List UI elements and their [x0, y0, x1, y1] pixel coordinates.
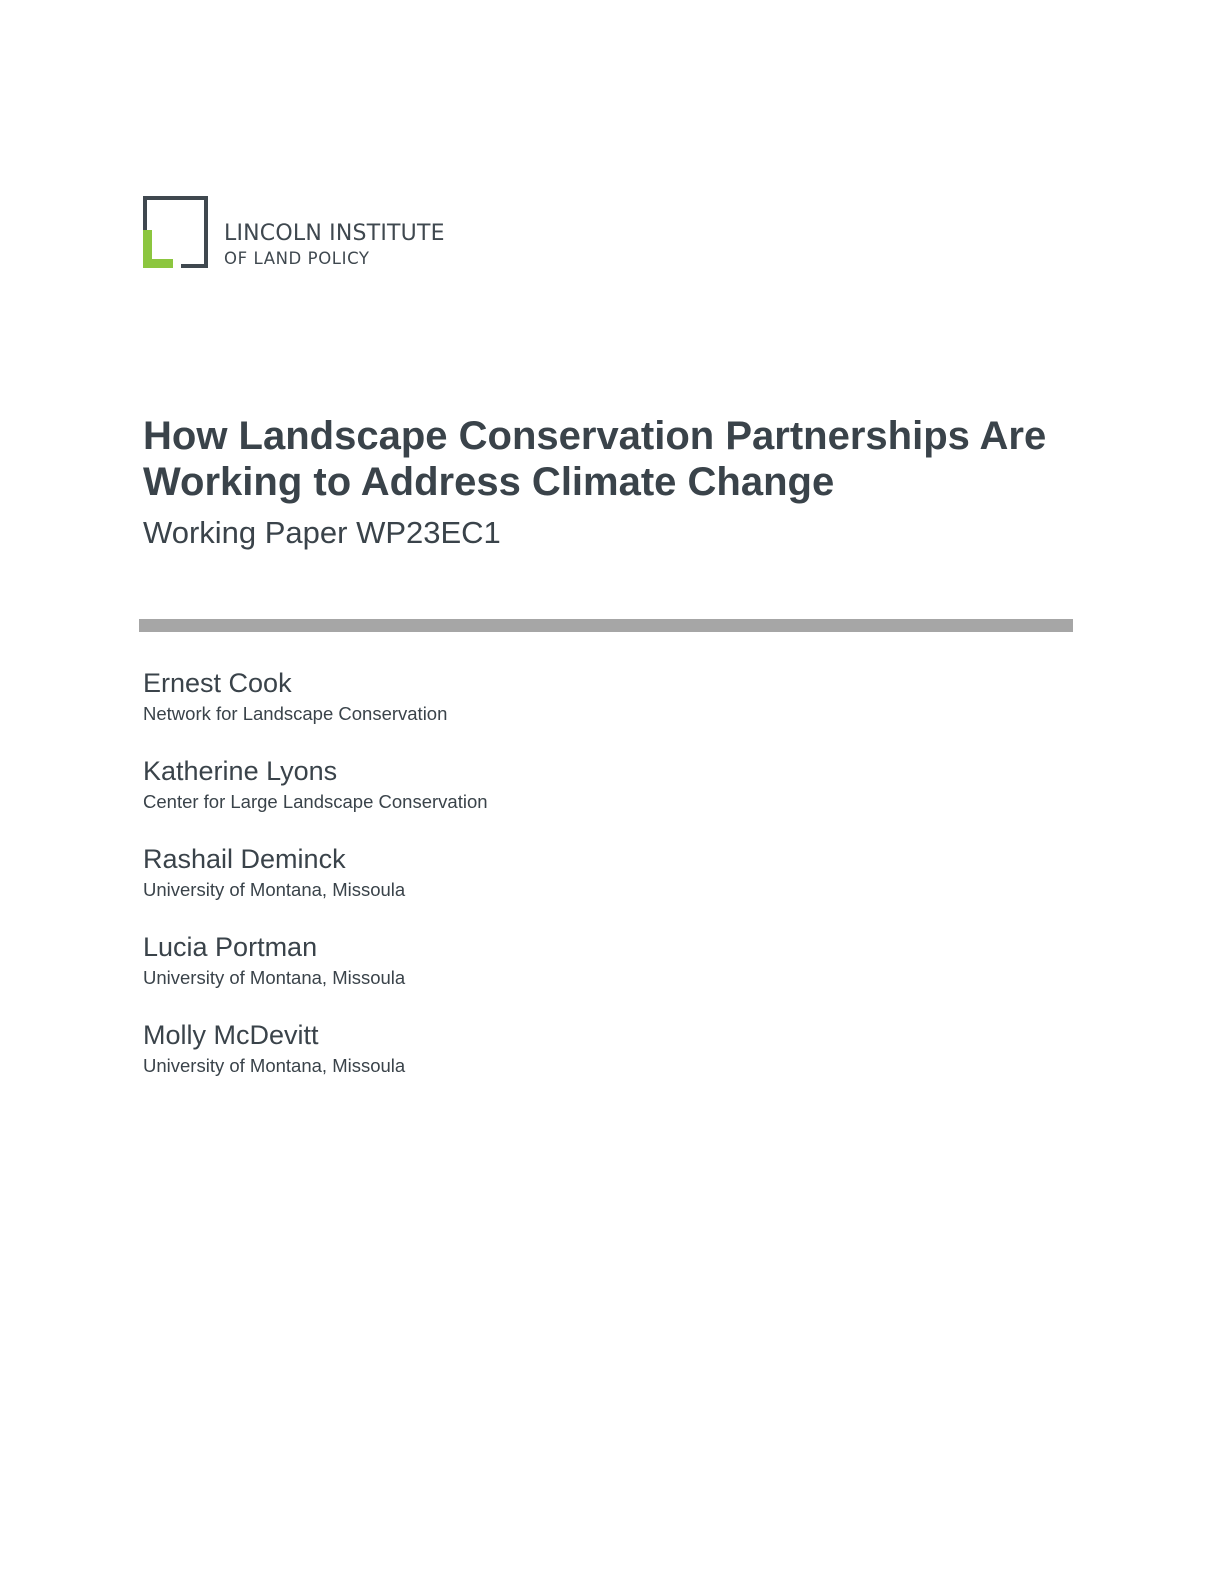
- author-list: [143, 665, 843, 1105]
- paper-subtitle: Working Paper WP23EC1: [143, 515, 501, 550]
- author-entry: [143, 929, 843, 1017]
- author-affiliation: University of Montana, Missoula: [143, 879, 406, 900]
- author-name: Molly McDevitt: [143, 1020, 319, 1050]
- author-entry: [143, 753, 843, 841]
- author-name: Rashail Deminck: [143, 844, 346, 874]
- author-affiliation: Center for Large Landscape Conservation: [143, 791, 488, 812]
- logo-mark-icon: [143, 196, 209, 270]
- author-affiliation: University of Montana, Missoula: [143, 967, 406, 988]
- author-name: Lucia Portman: [143, 932, 318, 962]
- author-entry: [143, 665, 843, 753]
- author-affiliation: University of Montana, Missoula: [143, 1055, 406, 1076]
- author-name: Ernest Cook: [143, 668, 292, 698]
- author-name: Katherine Lyons: [143, 756, 338, 786]
- logo-name-line2: OF LAND POLICY: [224, 249, 370, 268]
- author-affiliation: Network for Landscape Conservation: [143, 703, 448, 724]
- author-entry: [143, 1017, 843, 1105]
- logo-name-line1: LINCOLN INSTITUTE: [224, 221, 445, 246]
- author-entry: [143, 841, 843, 929]
- paper-title: How Landscape Conservation Partnerships Are Working to Address Climate Change: [143, 414, 1047, 504]
- title-divider: [139, 619, 1073, 632]
- institute-logo: [143, 196, 473, 270]
